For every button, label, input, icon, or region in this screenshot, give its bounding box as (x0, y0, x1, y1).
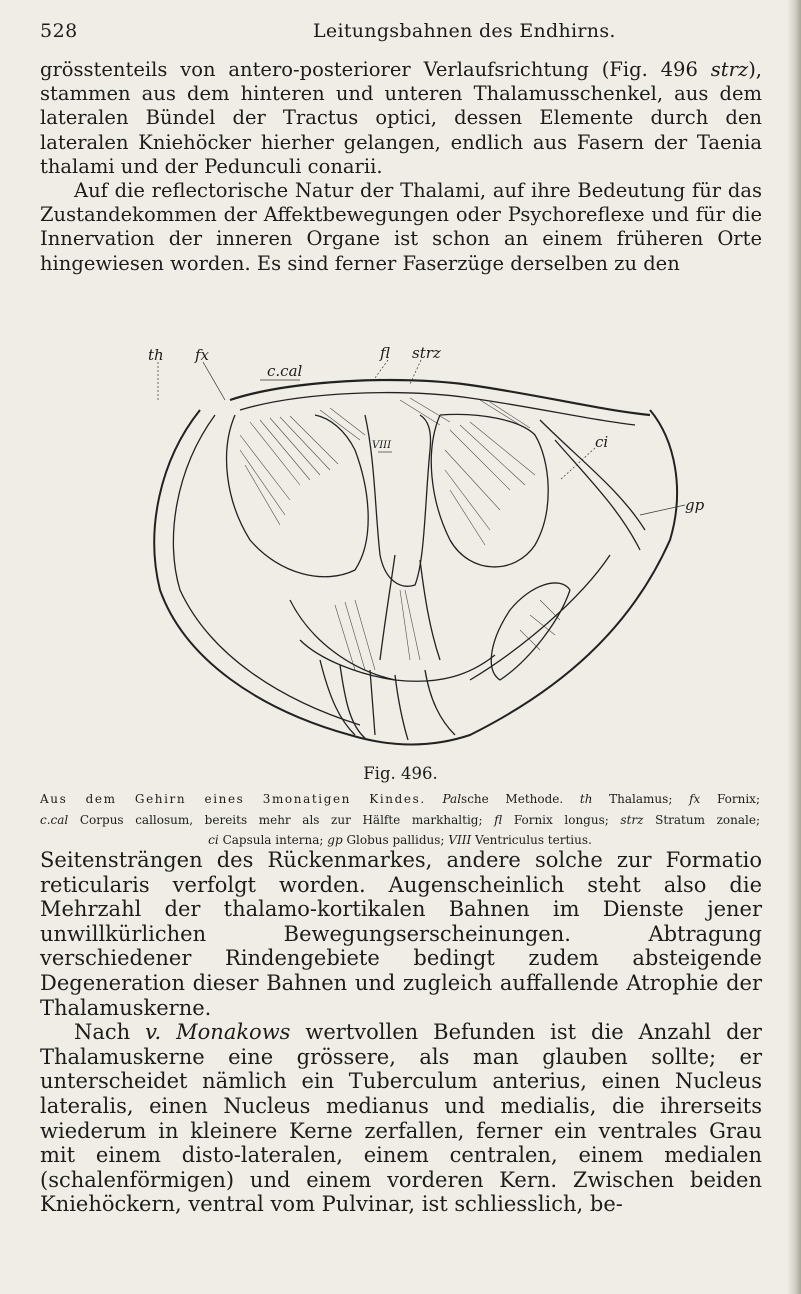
legend-text: Corpus callosum, bereits mehr als zur Hälfte markhaltig; (79, 812, 483, 827)
label-th: th (148, 346, 164, 364)
brain-section-figure (140, 340, 705, 760)
fig-ref-strz: strz (710, 58, 749, 81)
figure-drawing (140, 340, 705, 760)
legend-abbr: gp (327, 833, 343, 847)
label-ventriculus: VIII (372, 440, 392, 451)
legend-abbr: th (579, 792, 593, 806)
paragraph-spinal: Seitensträngen des Rückenmarkes, andere solche zur Formatio reticularis verfolgt worden. Augenscheinlich steht also die Mehrzahl der thalamo-kortikalen Bahnen im Dienste jener unwillkürlichen Bewegungserscheinungen. Abtragung verschiedener Rindengebiete bedingt zudem absteigende Degeneration dieser Bahnen und zugleich auffallende Atrophie der Thalamuskerne. (40, 848, 762, 1020)
legend-abbr: ci (208, 833, 219, 847)
page-header (40, 14, 776, 44)
label-gp: gp (685, 496, 705, 514)
legend-text: Globus pallidus; (346, 833, 445, 847)
label-fx: fx (195, 346, 210, 364)
paragraph-reflex: Auf die reflectorische Natur der Thalami, auf ihre Bedeutung für das Zustandekommen der Affektbewegungen oder Psychoreflexe und für die Innervation der inneren Organe ist schon an einem früheren Orte hingewiesen worden. Es sind ferner Faserzüge derselben zu den (40, 179, 762, 275)
legend-abbr: VIII (448, 833, 472, 847)
text-run: ), stammen aus dem hinteren und unteren Thalamusschenkel, aus dem lateralen Bündel der Tractus optici, dessen Elemente durch den lateralen Kniehöcker hierher gelangen, endlich aus Fasern der Taenia thalami und der Pedunculi conarii. (40, 58, 762, 178)
legend-text: Ventriculus tertius. (475, 833, 592, 847)
text-run: Nach (74, 1020, 146, 1045)
caption-method-italic: Pal (442, 792, 462, 806)
caption-line-2 (40, 810, 760, 831)
label-ci: ci (595, 433, 609, 451)
text-run: wertvollen Befunden ist die Anzahl der Thalamuskerne eine grössere, als man glauben sollte; er unterscheidet nämlich ein Tuberculum anterius, einen Nucleus lateralis, einen Nucleus medianus und medialis, die ihrerseits wiederum in kleinere Kerne zerfallen, ferner ein ventrales Grau mit einem disto-lateralen, einem centralen, einem medialen (schalenförmigen) und einem vorderen Kern. Zwischen beiden Kniehöckern, ventral vom Pulvinar, ist schliesslich, be- (40, 1020, 762, 1217)
legend-abbr: fx (689, 792, 701, 806)
legend-text: Thalamus; (609, 792, 673, 806)
legend-abbr: strz (620, 812, 644, 827)
legend-abbr: c.cal (40, 812, 69, 827)
label-fl: fl (380, 344, 391, 362)
legend-text: Fornix; (716, 792, 760, 806)
caption-source: Aus dem Gehirn eines 3monatigen Kindes. (40, 792, 426, 806)
legend-text: Stratum zonale; (655, 812, 760, 827)
lower-text-block (40, 848, 762, 1217)
upper-text-block (40, 58, 762, 276)
author-name: v. Monakows (145, 1020, 291, 1045)
legend-abbr: fl (494, 812, 503, 827)
page-number: 528 (40, 20, 78, 42)
label-ccal: c.cal (267, 362, 303, 380)
paragraph-monakow (40, 1020, 762, 1217)
legend-text: Capsula interna; (222, 833, 324, 847)
page-edge-shadow (787, 0, 801, 1294)
running-title: Leitungsbahnen des Endhirns. (313, 20, 616, 42)
text-run: grösstenteils von antero-posteriorer Verlaufsrichtung (Fig. 496 (40, 58, 711, 81)
caption-line-1 (40, 789, 760, 810)
figure-title: Fig. 496. (363, 764, 438, 783)
legend-text: Fornix longus; (513, 812, 609, 827)
caption-method: sche Methode. (461, 792, 564, 806)
figure-caption (40, 789, 760, 851)
paragraph-continuation (40, 58, 762, 179)
label-strz: strz (412, 344, 441, 362)
